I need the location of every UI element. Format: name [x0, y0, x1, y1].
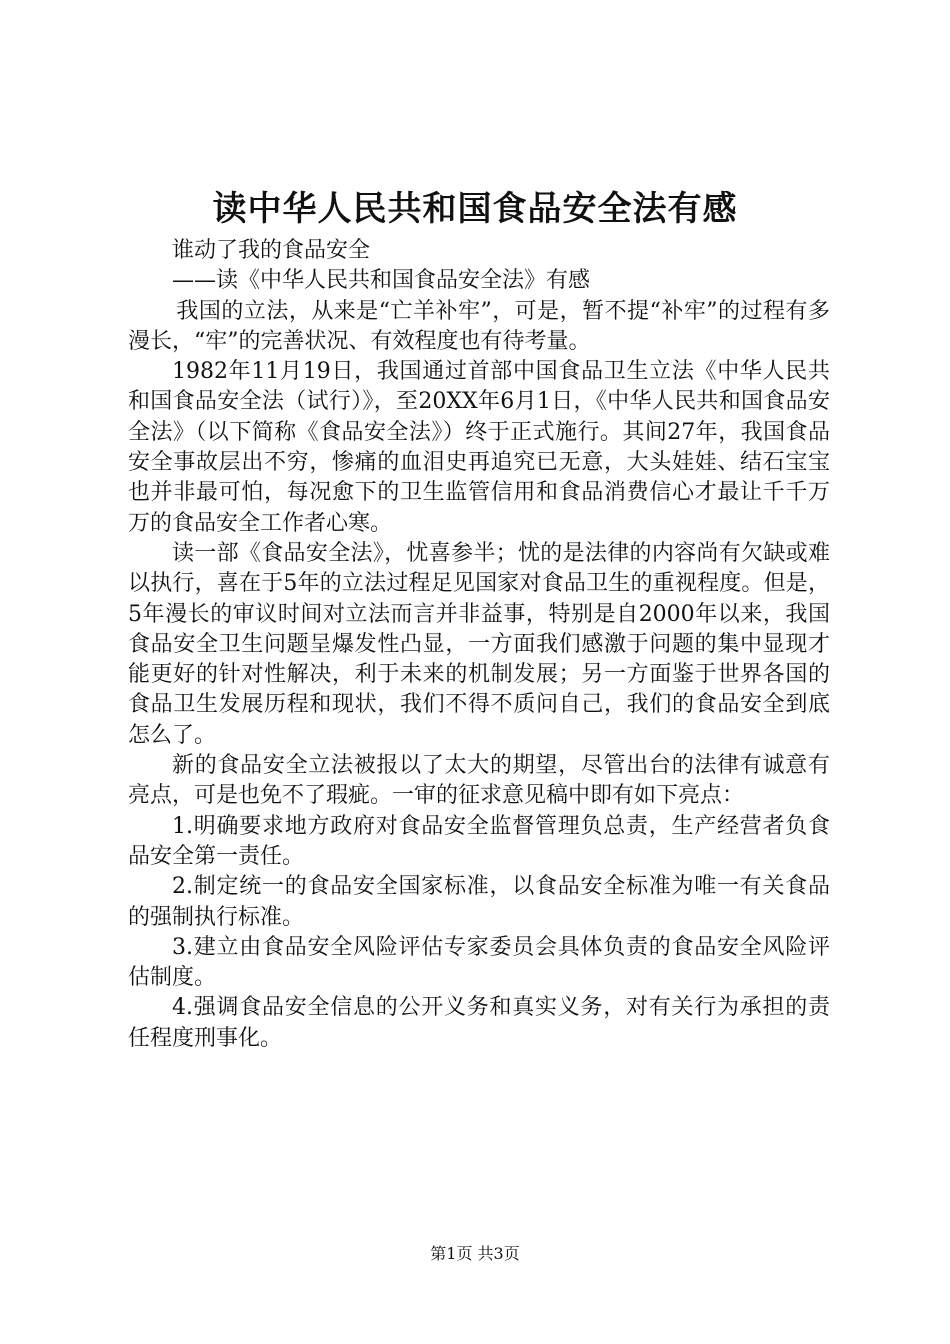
list-item: 4.强调食品安全信息的公开义务和真实义务，对有关行为承担的责任程度刑事化。 [128, 995, 830, 1051]
document-title: 读中华人民共和国食品安全法有感 [212, 189, 738, 229]
list-item: 2.制定统一的食品安全国家标准，以食品安全标准为唯一有关食品的强制执行标准。 [128, 874, 830, 930]
body-paragraph: 我国的立法，从来是“亡羊补牢”，可是，暂不提“补牢”的过程有多漫长，“牢”的完善状况、有效程度也有待考量。 [128, 298, 830, 354]
body-paragraph: 读一部《食品安全法》，忧喜参半；忧的是法律的内容尚有欠缺或难以执行，喜在于5年的立法过程足见国家对食品卫生的重视程度。但是，5年漫长的审议时间对立法而言并非益事，特别是自2000年以来，我国食品安全卫生问题呈爆发性凸显，一方面我们感激于问题的集中显现才能更好的针对性解决，利于未来的机制发展；另一方面鉴于世界各国的食品卫生发展历程和现状，我们不得不质问自己，我们的食品安全到底怎么了。 [128, 540, 830, 748]
list-item: 1.明确要求地方政府对食品安全监督管理负总责，生产经营者负食品安全第一责任。 [128, 813, 830, 869]
page-number: 第1页 共3页 [430, 1244, 520, 1263]
body-paragraph: 新的食品安全立法被报以了太大的期望，尽管出台的法律有诚意有亮点，可是也免不了瑕疵。一审的征求意见稿中即有如下亮点： [128, 753, 830, 809]
document-body [128, 236, 830, 1054]
subtitle-line: ——读《中华人民共和国食品安全法》有感 [172, 268, 591, 294]
subtitle-line: 谁动了我的食品安全 [172, 238, 371, 263]
body-paragraph: 1982年11月19日，我国通过首部中国食品卫生立法《中华人民共和国食品安全法（试行）》，至20XX年6月1日，《中华人民共和国食品安全法》（以下简称《食品安全法》）终于正式施行。其间27年，我国食品安全事故层出不穷，惨痛的血泪史再追究已无意，大头娃娃、结石宝宝也并非最可怕，每况愈下的卫生监管信用和食品消费信心才最让千千万万的食品安全工作者心寒。 [128, 359, 830, 536]
list-item: 3.建立由食品安全风险评估专家委员会具体负责的食品安全风险评估制度。 [128, 934, 830, 991]
